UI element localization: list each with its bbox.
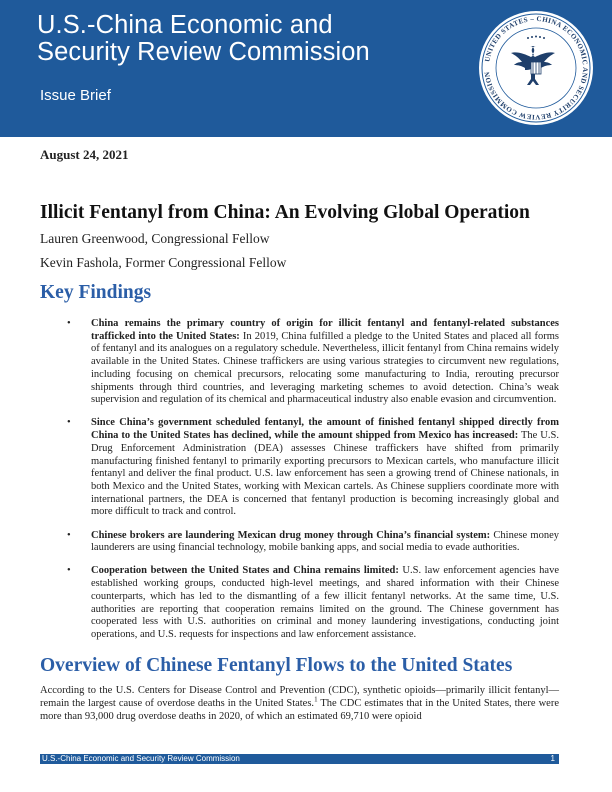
finding-lead: Cooperation between the United States and China remains limited:: [91, 565, 399, 577]
overview-heading: Overview of Chinese Fentanyl Flows to the United States: [40, 655, 513, 676]
commission-name-line2: Security Review Commission: [37, 38, 370, 66]
finding-item: [67, 318, 559, 407]
finding-item: [67, 565, 559, 641]
finding-text: The U.S. Drug Enforcement Administration (DEA) assesses Chinese traffickers have shifted from primarily manufacturing finished fentanyl to primarily exporting precursors to Mexican cartels, who manufacture illicit fentanyl and deliver the final product. U.S. law enforcement has seen a growing trend of Chinese nationals, in both Mexico and the United States, working with Mexican cartels. As Chinese suppliers coordinate more with international partners, the DEA is concerned that fentanyl production is becoming increasingly global and more difficult to track and control.: [91, 430, 559, 518]
publication-date: August 24, 2021: [40, 147, 129, 162]
author-line: Lauren Greenwood, Congressional Fellow: [40, 231, 270, 246]
key-findings-heading: Key Findings: [40, 282, 152, 303]
finding-item: [67, 417, 559, 519]
commission-seal-logo: [478, 10, 594, 126]
finding-lead: China remains the primary country of origin for illicit fentanyl and fentanyl-related substances trafficked into the United States:: [91, 318, 559, 342]
bullet-icon: •: [67, 529, 71, 541]
bullet-icon: •: [67, 318, 71, 329]
finding-lead: Chinese brokers are laundering Mexican drug money through China’s financial system:: [91, 529, 491, 541]
overview-text: According to the U.S. Centers for Disease Control and Prevention (CDC), synthetic opioids—primarily illicit fentanyl—remain the largest cause of overdose deaths in the United States.: [40, 685, 559, 709]
header-banner: [0, 0, 612, 137]
overview-paragraph: [40, 684, 559, 723]
key-findings-list: [67, 318, 559, 652]
footnote-marker[interactable]: 1: [314, 695, 318, 704]
document-type-label: Issue Brief: [40, 87, 111, 104]
finding-item: [67, 530, 559, 555]
bullet-icon: •: [67, 565, 71, 577]
finding-lead: Since China’s government scheduled fentanyl, the amount of finished fentanyl shipped directly from China to the United States has declined, while the amount shipped from Mexico has increased:: [91, 417, 559, 442]
document-title: Illicit Fentanyl from China: An Evolving Global Operation: [40, 202, 530, 223]
author-line: Kevin Fashola, Former Congressional Fellow: [40, 255, 287, 270]
commission-name-line1: U.S.-China Economic and: [37, 11, 333, 39]
finding-text: U.S. law enforcement agencies have established working groups, conducted high-level meetings, and shared information with their Chinese counterparts, which has led to the dismantling of a few illicit fentanyl networks. At the same time, U.S. authorities are reporting that cooperation remains limited on the ground. The Chinese government has cooperated less with U.S. authorities on criminal and money laundering investigations, conducting joint operations, and U.S. requests for inspections and law enforcement assistance.: [91, 565, 559, 640]
page-footer: [40, 754, 559, 764]
commission-name: [37, 12, 370, 66]
overview-text-continued: The CDC estimates that in the United States, there were more than 93,000 drug overdose deaths in 2020, of which an estimated 69,710 were opioid: [40, 698, 559, 722]
bullet-icon: •: [67, 417, 71, 429]
footer-org-name: U.S.-China Economic and Security Review Commission: [42, 754, 240, 763]
seal-ring-text: UNITED STATES – CHINA ECONOMIC AND SECURITY REVIEW COMMISSION: [483, 14, 590, 122]
finding-text: Chinese money launderers are using financial technology, mobile banking apps, and social media to evade authorities.: [91, 529, 560, 554]
finding-text: In 2019, China fulfilled a pledge to the United States and placed all forms of fentanyl and its analogues on a regulatory schedule. Nevertheless, illicit fentanyl from China remains widely available in the United States. Chinese traffickers are using various strategies to circumvent new regulations, including focusing on chemical precursors, relocating some manufacturing to India, rerouting precursor shipments through third countries, and leveraging marketing schemes to avoid detection. China’s weak supervision and regulation of its chemical and pharmaceutical industry also enable evasion and circumvention.: [91, 330, 559, 406]
page-number: 1: [550, 754, 555, 763]
